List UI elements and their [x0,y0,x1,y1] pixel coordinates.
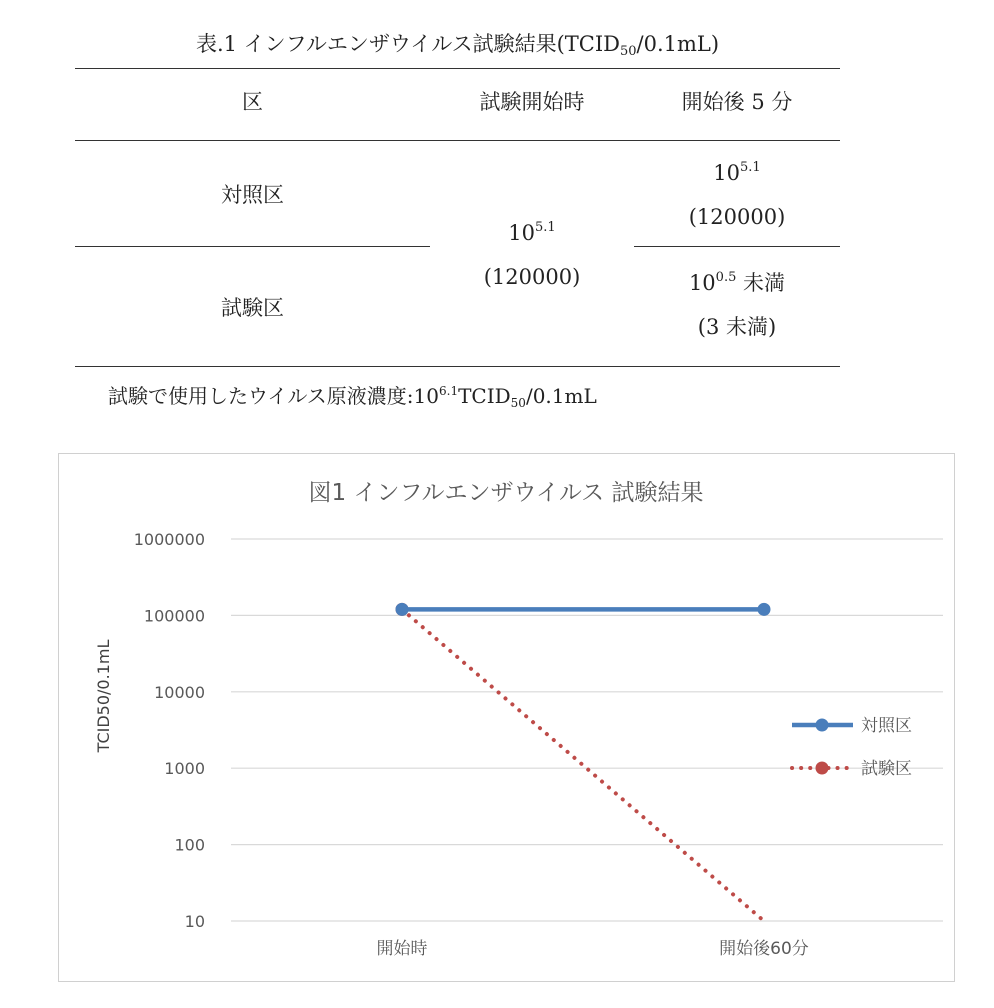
header-group: 区 [242,90,263,114]
header-after: 開始後 5 分 [681,90,793,114]
row-rule-right [634,246,840,247]
y-tick-label: 1000 [164,759,205,779]
y-tick-label: 1000000 [133,530,205,549]
data-point [758,603,771,616]
y-tick-label: 10000 [154,682,205,702]
legend-marker [816,762,829,775]
x-tick-label: 開始後60分 [719,939,809,959]
chart-title: 図1 インフルエンザウイルス 試験結果 [308,480,704,506]
row-control-after: $10^{5.1}$ (120000) [688,160,786,229]
row-test-after: $10^{0.5}$ 未満 (3 未満) [688,270,786,339]
chart-frame [58,453,955,982]
table-bottom-rule [75,366,840,367]
y-tick-label: 100 [174,835,205,855]
table-top-rule [75,68,840,69]
footnote: 試験で使用したウイルス原液濃度$:10^{6.1}TCID_{50}/0.1mL$ [108,384,597,410]
row-rule-left [75,246,430,247]
start-value: $10^{5.1}$ (120000) [483,220,581,289]
y-tick-label: 10 [184,912,205,931]
x-tick-label: 開始時 [376,939,428,959]
series-line-test [402,609,764,921]
row-test-label: 試験区 [221,296,284,320]
line-chart [59,454,953,980]
table-caption: 表.1 インフルエンザウイルス試験結果$(TCID_{50}/0.1mL)$ [195,32,720,59]
legend-marker [816,719,829,732]
legend-label: 対照区 [861,716,912,736]
y-axis-label: TCID50/0.1mL [94,639,113,753]
header-rule [75,140,840,141]
data-point [396,603,409,616]
header-start: 試験開始時 [479,90,585,114]
legend-label: 試験区 [861,759,912,779]
y-tick-label: 100000 [143,606,205,626]
row-control-label: 対照区 [221,183,284,207]
